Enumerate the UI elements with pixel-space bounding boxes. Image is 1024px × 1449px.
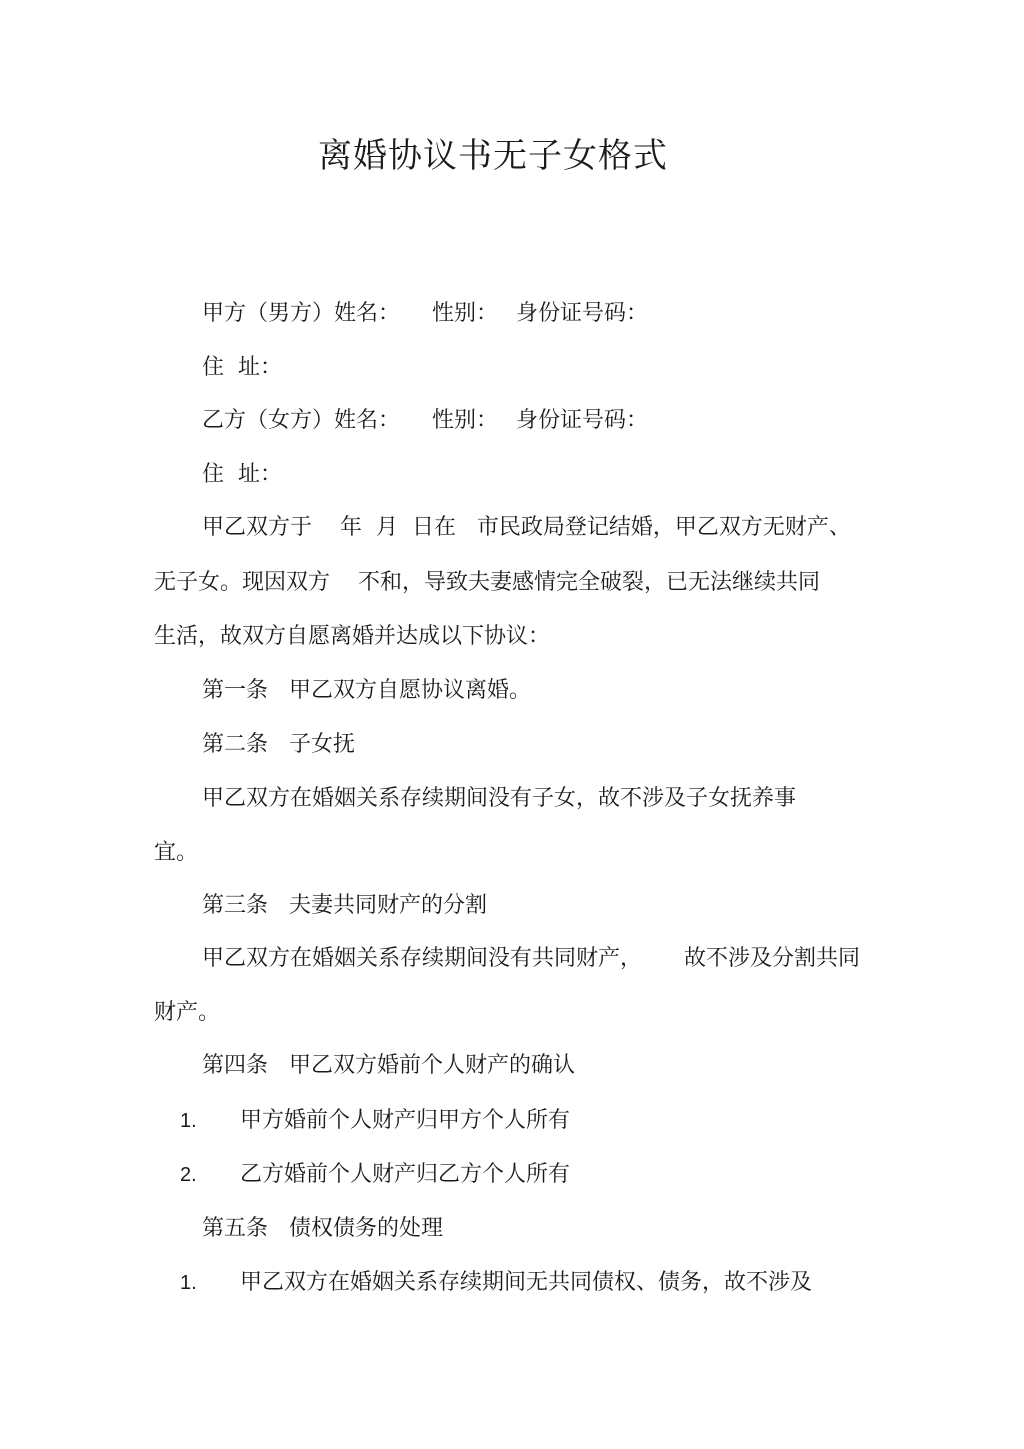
party-b-id-label: 身份证号码： xyxy=(516,408,649,433)
article-2-heading: 第二条 子女抚 xyxy=(202,732,355,757)
party-b-gender-label: 性别： xyxy=(432,408,499,433)
party-a-address-label: 住 址： xyxy=(202,355,282,380)
intro-line-2: 无子女。现因双方 不和，导致夫妻感情完全破裂，已无法继续共同 xyxy=(154,570,820,595)
party-a-name-label: 甲方（男方）姓名： xyxy=(202,301,401,326)
article-4-heading: 第四条 甲乙双方婚前个人财产的确认 xyxy=(202,1053,575,1078)
article-2-body-line-2: 宜。 xyxy=(154,840,199,865)
document-title: 离婚协议书无子女格式 xyxy=(318,136,668,176)
article-5-item-1-text: 甲乙双方在婚姻关系存续期间无共同债权、债务，故不涉及 xyxy=(240,1270,813,1295)
party-b-name-label: 乙方（女方）姓名： xyxy=(202,408,401,433)
article-3-heading: 第三条 夫妻共同财产的分割 xyxy=(202,893,487,918)
article-5-heading: 第五条 债权债务的处理 xyxy=(202,1216,443,1241)
article-4-item-1-number: 1. xyxy=(180,1110,197,1132)
article-5-item-1-number: 1. xyxy=(180,1272,197,1294)
party-b-address-label: 住 址： xyxy=(202,462,282,487)
intro-line-1: 甲乙双方于 年 月 日在 市民政局登记结婚，甲乙双方无财产、 xyxy=(202,515,851,540)
intro-line-3: 生活，故双方自愿离婚并达成以下协议： xyxy=(154,624,551,649)
article-3-body-line-1: 甲乙双方在婚姻关系存续期间没有共同财产， 故不涉及分割共同 xyxy=(202,946,860,971)
article-4-item-2-number: 2. xyxy=(180,1164,197,1186)
party-a-gender-label: 性别： xyxy=(432,301,499,326)
article-3-body-line-2: 财产。 xyxy=(154,1000,221,1025)
article-2-body-line-1: 甲乙双方在婚姻关系存续期间没有子女，故不涉及子女抚养事 xyxy=(202,786,797,811)
article-4-item-2-text: 乙方婚前个人财产归乙方个人所有 xyxy=(240,1162,571,1187)
party-a-id-label: 身份证号码： xyxy=(516,301,649,326)
article-4-item-1-text: 甲方婚前个人财产归甲方个人所有 xyxy=(240,1108,571,1133)
article-1-heading: 第一条 甲乙双方自愿协议离婚。 xyxy=(202,678,531,703)
